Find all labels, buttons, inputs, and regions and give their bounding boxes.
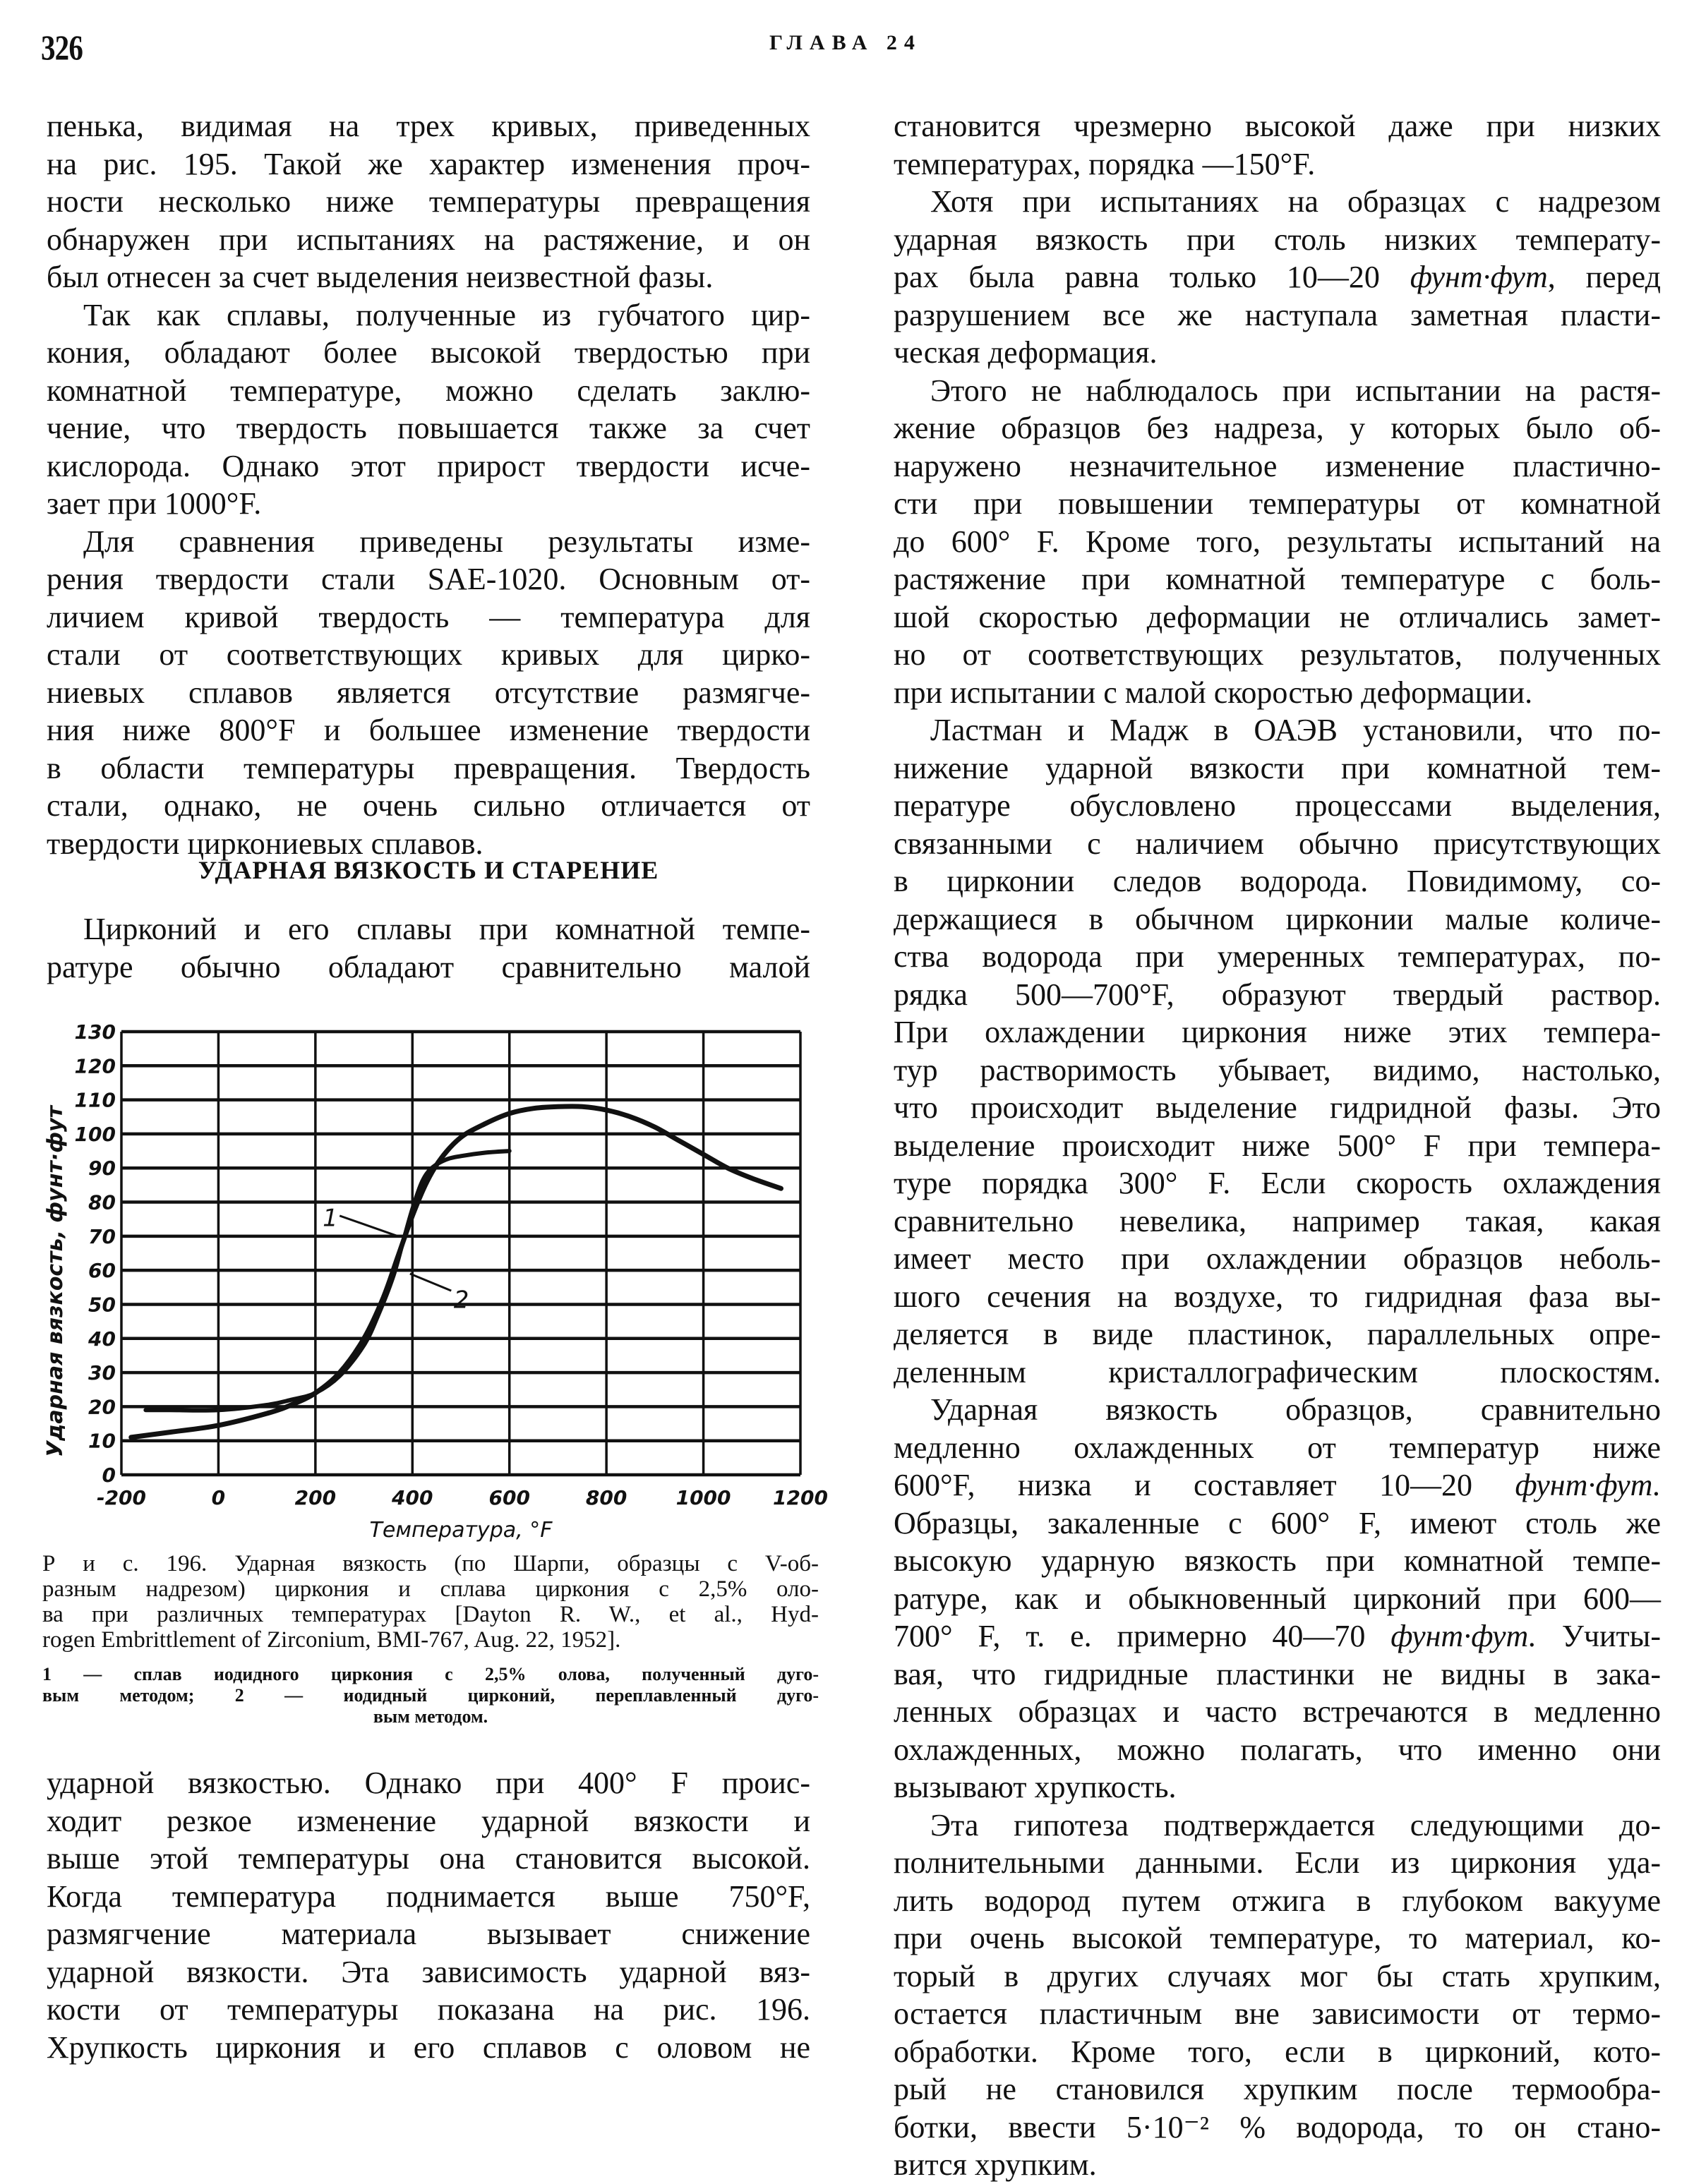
text-line: кония, обладают более высокой твердостью при	[47, 335, 810, 370]
y-tick-label: 40	[88, 1327, 116, 1351]
text-line: деляется в виде пластинок, параллельных опре-	[894, 1317, 1661, 1351]
x-tick-label: 1000	[675, 1486, 731, 1509]
x-axis-label: Температура, °F	[369, 1518, 553, 1543]
x-tick-label: 1200	[773, 1486, 828, 1509]
leader-line-1	[340, 1216, 397, 1236]
text-line: сти при повышении температуры от комнатной	[894, 486, 1661, 521]
text-line: ботки, ввести 5·10⁻² % водорода, то он стано-	[894, 2109, 1661, 2144]
text-line: был отнесен за счет выделения неизвестной фазы.	[47, 260, 714, 294]
text-line: при испытании с малой скоростью деформации.	[894, 675, 1533, 710]
text-line: Для сравнения приведены результаты изме-	[83, 524, 810, 559]
text-line: держащиеся в обычном цирконии малые количе-	[894, 901, 1661, 936]
text-line: сравнительно невелика, например такая, какая	[894, 1203, 1661, 1238]
x-tick-label: 600	[488, 1486, 530, 1509]
text-line: температурах, порядка —150°F.	[894, 146, 1316, 181]
text-line: пературе обусловлено процессами выделения,	[894, 788, 1661, 823]
text-line: в области температуры превращения. Твердость	[47, 750, 810, 785]
text-line: Образцы, закаленные с 600° F, имеют столь же	[894, 1505, 1661, 1540]
x-tick-label: 800	[585, 1486, 627, 1509]
text-line: 600°F, низка и составляет 10—20 фунт·фут.	[894, 1468, 1661, 1502]
figure-caption	[42, 1551, 819, 1653]
text-line: но от соответствующих результатов, полученных	[894, 637, 1661, 672]
text-line: выше этой температуры она становится высокой.	[47, 1841, 810, 1876]
y-tick-label: 130	[74, 1020, 116, 1044]
text-line: что происходит выделение гидридной фазы. Это	[894, 1090, 1661, 1125]
text-line: Эта гипотеза подтверждается следующими до-	[930, 1807, 1661, 1842]
text-line: полнительными данными. Если из циркония уда-	[894, 1845, 1661, 1880]
y-tick-label: 20	[88, 1395, 116, 1419]
text-line: пенька, видимая на трех кривых, приведенных	[47, 109, 810, 143]
text-line: ности несколько ниже температуры превращения	[47, 184, 810, 219]
text-line: стали от соответствующих кривых для цирко-	[47, 637, 810, 672]
text-line: разрушением все же наступала заметная пласти-	[894, 297, 1661, 332]
x-tick-label: 200	[294, 1486, 337, 1509]
y-tick-label: 30	[88, 1361, 116, 1385]
text-line: ратуре, как и обыкновенный цирконий при 600—	[894, 1581, 1661, 1616]
y-tick-label: 50	[88, 1293, 116, 1317]
text-line: связанными с наличием обычно присутствующих	[894, 826, 1661, 861]
chart-canvas	[28, 1016, 840, 1543]
text-line: зает при 1000°F.	[47, 486, 262, 521]
text-line: Когда температура поднимается выше 750°F,	[47, 1878, 810, 1914]
y-tick-label: 10	[88, 1429, 116, 1453]
text-line: кости от температуры показана на рис. 196.	[47, 1992, 810, 2027]
text-line: деленным кристаллографическим плоскостям.	[894, 1354, 1661, 1389]
leader-line-2	[410, 1274, 451, 1291]
text-line: обнаружен при испытаниях на растяжение, и он	[47, 222, 810, 257]
text-line: кислорода. Однако этот прирост твердости исче-	[47, 448, 810, 483]
text-line: становится чрезмерно высокой даже при низких	[894, 109, 1661, 143]
section-intro-text	[47, 910, 810, 986]
y-tick-label: 70	[88, 1224, 116, 1248]
text-line: ратуре обычно обладают сравнительно малой	[47, 949, 810, 984]
text-line: до 600° F. Кроме того, результаты испытаний на	[894, 524, 1661, 559]
section-heading: УДАРНАЯ ВЯЗКОСТЬ И СТАРЕНИЕ	[198, 856, 659, 884]
caption-line: rogen Embrittlement of Zirconium, BMI-767, Aug. 22, 1952].	[42, 1627, 621, 1653]
text-line: твердости циркониевых сплавов.	[47, 826, 483, 861]
caption-line: Р и с. 196. Ударная вязкость (по Шарпи, образцы с V-об-	[42, 1551, 819, 1576]
legend-line: вым методом.	[373, 1706, 488, 1727]
text-line: стали, однако, не очень сильно отличается от	[47, 788, 810, 823]
text-line: ударной вязкостью. Однако при 400° F проис-	[47, 1766, 810, 1800]
text-line: Так как сплавы, полученные из губчатого цир-	[83, 297, 810, 332]
text-line: торый в других случаях мог бы стать хрупким,	[894, 1958, 1661, 1993]
text-line: Ударная вязкость образцов, сравнительно	[930, 1392, 1661, 1427]
legend-line: 1 — сплав иодидного циркония с 2,5% олова, полученный дуго-	[42, 1664, 819, 1684]
text-line: медленно охлажденных от температур ниже	[894, 1430, 1661, 1465]
text-line: рения твердости стали SAE-1020. Основным от-	[47, 562, 810, 596]
text-line: выделение происходит ниже 500° F при темпера-	[894, 1128, 1661, 1163]
text-line: ческая деформация.	[894, 335, 1158, 370]
text-line: рах была равна только 10—20 фунт·фут, перед	[894, 260, 1661, 294]
caption-line: ва при различных температурах [Dayton R. W., et al., Hyd-	[42, 1602, 819, 1627]
text-line: нижение ударной вязкости при комнатной тем-	[894, 750, 1661, 785]
y-tick-label: 60	[88, 1259, 116, 1283]
impact-strength-chart	[28, 1016, 840, 1543]
curve-label-1: 1	[323, 1204, 338, 1233]
y-tick-label: 120	[74, 1054, 116, 1078]
text-line: Ластман и Мадж в ОАЭВ установили, что по-	[930, 713, 1661, 747]
legend-line: вым методом; 2 — иодидный цирконий, переплавленный дуго-	[42, 1685, 819, 1706]
text-line: лить водород путем отжига в глубоком вакууме	[894, 1883, 1661, 1918]
text-line: высокую ударную вязкость при комнатной темпе-	[894, 1543, 1661, 1578]
y-axis-label: Ударная вязкость, фунт·фут	[43, 1106, 68, 1457]
text-line: ленных образцах и часто встречаются в медленно	[894, 1694, 1661, 1729]
text-line: при очень высокой температуре, то материал, ко-	[894, 1921, 1661, 1955]
text-line: Цирконий и его сплавы при комнатной темпе-	[83, 912, 810, 946]
text-line: личием кривой твердость — температура для	[47, 599, 810, 634]
text-line: остается пластичным вне зависимости от термо-	[894, 1996, 1661, 2031]
text-line: вая, что гидридные пластинки не видны в зака-	[894, 1656, 1661, 1691]
y-tick-label: 100	[74, 1122, 116, 1146]
y-tick-label: 0	[102, 1464, 116, 1487]
x-tick-label: 0	[211, 1486, 226, 1509]
text-line: вится хрупким.	[894, 2147, 1097, 2182]
right-column-text	[894, 107, 1661, 2184]
text-line: ударной вязкости. Эта зависимость ударной вяз-	[47, 1954, 810, 1989]
text-line: вызывают хрупкость.	[894, 1770, 1177, 1804]
text-line: туре порядка 300° F. Если скорость охлаждения	[894, 1166, 1661, 1200]
text-line: шого сечения на воздухе, то гидридная фаза вы-	[894, 1279, 1661, 1314]
text-line: ударная вязкость при столь низких температу-	[894, 222, 1661, 257]
text-line: на рис. 195. Такой же характер изменения проч-	[47, 146, 810, 181]
left-column-bottom-text	[47, 1764, 810, 2066]
curve-label-2: 2	[453, 1286, 469, 1315]
caption-line: разным надрезом) циркония и сплава циркония с 2,5% оло-	[42, 1576, 819, 1602]
text-line: размягчение материала вызывает снижение	[47, 1917, 810, 1951]
text-line: охлажденных, можно полагать, что именно они	[894, 1732, 1661, 1767]
text-line: 700° F, т. е. примерно 40—70 фунт·фут. Учиты-	[894, 1619, 1661, 1653]
text-line: Хотя при испытаниях на образцах с надрезом	[930, 184, 1661, 219]
text-line: тур растворимость убывает, видимо, настолько,	[894, 1052, 1661, 1087]
text-line: наружено незначительное изменение пластично-	[894, 448, 1661, 483]
text-line: комнатной температуре, можно сделать заклю-	[47, 373, 810, 408]
text-line: При охлаждении циркония ниже этих темпера-	[894, 1015, 1661, 1049]
text-line: ходит резкое изменение ударной вязкости и	[47, 1803, 810, 1838]
text-line: ниевых сплавов является отсутствие размягче-	[47, 675, 810, 710]
x-tick-label: 400	[392, 1486, 433, 1509]
x-tick-label: -200	[96, 1486, 147, 1509]
y-tick-label: 80	[88, 1190, 116, 1214]
text-line: жение образцов без надреза, у которых было об-	[894, 411, 1661, 445]
text-line: рый не становился хрупким после термообра-	[894, 2072, 1661, 2106]
text-line: шой скоростью деформации не отличались замет-	[894, 599, 1661, 634]
text-line: имеет место при охлаждении образцов неболь-	[894, 1241, 1661, 1276]
text-line: Хрупкость циркония и его сплавов с оловом не	[47, 2029, 810, 2065]
text-line: Этого не наблюдалось при испытании на растя-	[930, 373, 1661, 408]
left-column-top-text	[47, 107, 810, 862]
figure-legend	[42, 1664, 819, 1727]
text-line: обработки. Кроме того, если в цирконий, кото-	[894, 2034, 1661, 2069]
text-line: рядка 500—700°F, образуют твердый раствор.	[894, 977, 1661, 1012]
y-tick-label: 90	[88, 1157, 116, 1181]
text-line: чение, что твердость повышается также за счет	[47, 411, 810, 445]
y-tick-label: 110	[74, 1088, 116, 1112]
text-line: ства водорода при умеренных температурах, по-	[894, 939, 1661, 974]
text-line: ния ниже 800°F и большее изменение твердости	[47, 713, 810, 747]
page-number: 326	[41, 28, 83, 67]
text-line: в цирконии следов водорода. Повидимому, со-	[894, 864, 1661, 898]
running-header-chapter: ГЛАВА 24	[769, 31, 922, 54]
text-line: растяжение при комнатной температуре с боль-	[894, 562, 1661, 596]
